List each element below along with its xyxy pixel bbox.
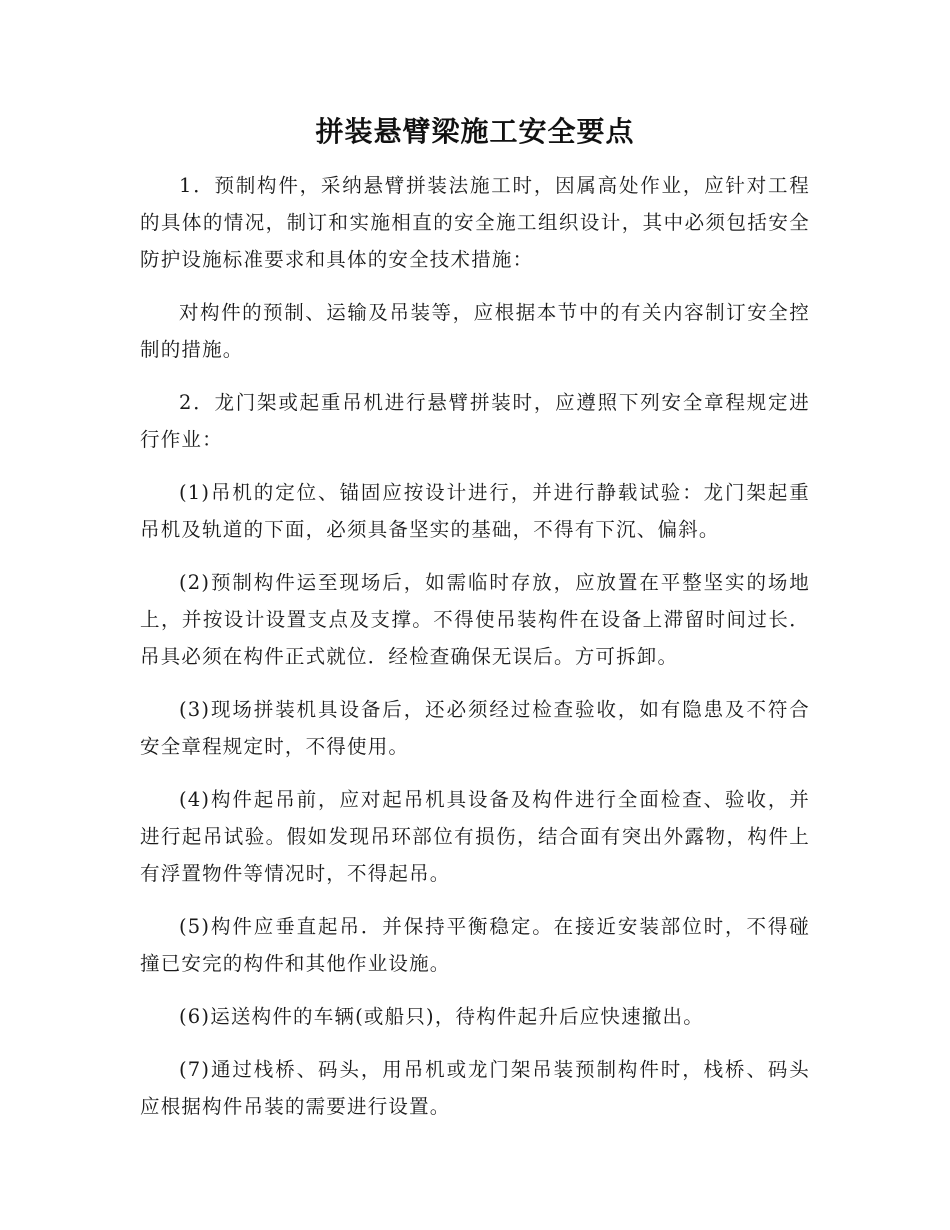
paragraph-10: (7)通过栈桥、码头，用吊机或龙门架吊装预制构件时，栈桥、码头应根据构件吊装的需要进行设置。 — [140, 1058, 810, 1118]
paragraph-7: (4)构件起吊前，应对起吊机具设备及构件进行全面检查、验收，并进行起吊试验。假如发现吊环部位有损伤，结合面有突出外露物，构件上有浮置物件等情况时，不得起吊。 — [140, 788, 810, 885]
paragraph-5: (2)预制构件运至现场后，如需临时存放，应放置在平整坚实的场地上，并按设计设置支点及支撑。不得使吊装构件在设备上滞留时间过长．吊具必须在构件正式就位．经检查确保无误后。方可拆卸。 — [140, 571, 810, 668]
paragraph-6: (3)现场拼装机具设备后，还必须经过检查验收，如有隐患及不符合安全章程规定时，不得使用。 — [140, 698, 810, 758]
paragraph-2: 对构件的预制、运输及吊装等，应根据本节中的有关内容制订安全控制的措施。 — [140, 301, 810, 361]
paragraph-1: 1．预制构件，采纳悬臂拼装法施工时，因属高处作业，应针对工程的具体的情况，制订和实施相直的安全施工组织设计，其中必须包括安全防护设施标准要求和具体的安全技术措施： — [140, 174, 810, 271]
document-body — [140, 167, 810, 1141]
document-title: 拼装悬臂梁施工安全要点 — [315, 115, 635, 148]
paragraph-4: (1)吊机的定位、锚固应按设计进行，并进行静载试验：龙门架起重吊机及轨道的下面，必须具备坚实的基础，不得有下沉、偏斜。 — [140, 481, 810, 541]
paragraph-8: (5)构件应垂直起吊．并保持平衡稳定。在接近安装部位时，不得碰撞已安完的构件和其他作业设施。 — [140, 915, 810, 975]
paragraph-9: (6)运送构件的车辆(或船只)，待构件起升后应快速撤出。 — [179, 1005, 704, 1028]
paragraph-3: 2．龙门架或起重吊机进行悬臂拼装时，应遵照下列安全章程规定进行作业： — [140, 391, 810, 451]
